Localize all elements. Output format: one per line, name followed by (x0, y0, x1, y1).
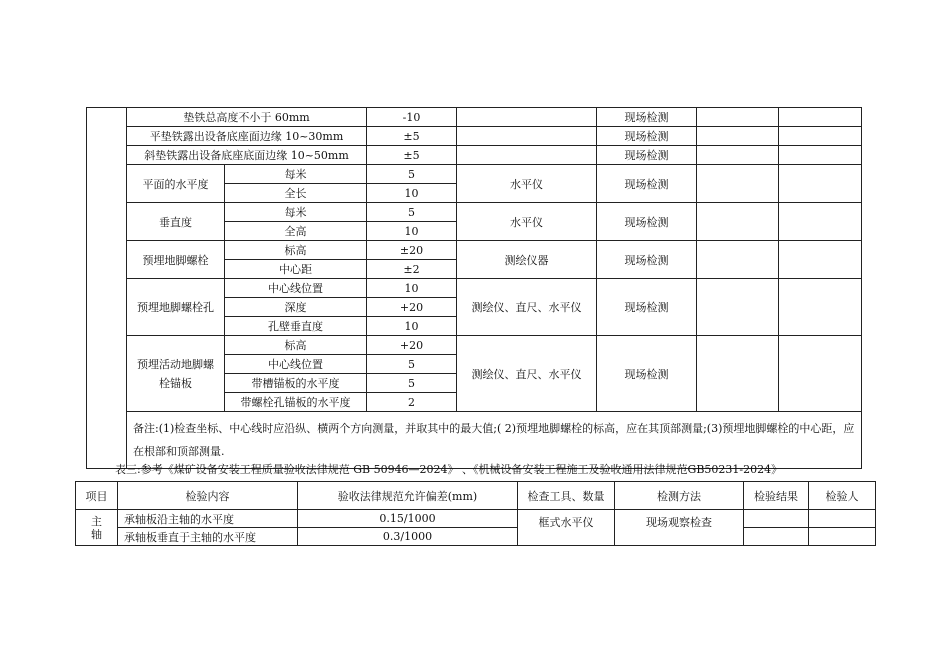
tool-cell: 水平仪 (457, 203, 597, 241)
sub-item: 带螺栓孔锚板的水平度 (225, 393, 367, 412)
tolerance-value: ±5 (367, 146, 457, 165)
tool-cell: 水平仪 (457, 165, 597, 203)
header-item: 项目 (76, 482, 118, 510)
table-row (87, 165, 862, 184)
tolerance-value: 5 (367, 165, 457, 184)
result-cell (697, 108, 779, 127)
group-label: 预埋地脚螺栓孔 (127, 279, 225, 336)
inspector-cell (779, 241, 862, 279)
group-label: 垂直度 (127, 203, 225, 241)
tolerance-value: ±5 (367, 127, 457, 146)
sub-item: 中心线位置 (225, 355, 367, 374)
inspector-cell (779, 279, 862, 336)
result-cell (697, 127, 779, 146)
result-cell (697, 241, 779, 279)
group-label: 主轴 (76, 510, 118, 546)
header-tool: 检查工具、数量 (518, 482, 615, 510)
tool-cell: 框式水平仪 (518, 510, 615, 546)
tool-cell (457, 108, 597, 127)
tolerance-value: 5 (367, 374, 457, 393)
inspector-cell (779, 203, 862, 241)
blank-group-cell (87, 108, 127, 469)
sub-item: 带槽锚板的水平度 (225, 374, 367, 393)
tool-cell: 测绘仪、直尺、水平仪 (457, 336, 597, 412)
tolerance-value: 10 (367, 317, 457, 336)
sub-item: 标高 (225, 336, 367, 355)
sub-item: 中心线位置 (225, 279, 367, 298)
group-label: 平面的水平度 (127, 165, 225, 203)
note-text: 备注:(1)检查坐标、中心线时应沿纵、横两个方向测量，并取其中的最大值;( 2)预埋地脚螺栓的标高，应在其顶部测量;(3)预埋地脚螺栓的中心距，应在根部和顶部测量. (127, 412, 862, 469)
tolerance-value: 2 (367, 393, 457, 412)
sub-item: 深度 (225, 298, 367, 317)
result-cell (697, 279, 779, 336)
inspector-cell (809, 528, 876, 546)
check-item: 垫铁总高度不小于 60mm (127, 108, 367, 127)
inspection-table-1 (86, 107, 862, 469)
group-label: 预埋活动地脚螺栓锚板 (127, 336, 225, 412)
table-row (76, 510, 876, 528)
table-row (87, 108, 862, 127)
sub-item: 全长 (225, 184, 367, 203)
result-cell (697, 146, 779, 165)
table-row (87, 203, 862, 222)
table-row (87, 241, 862, 260)
table-row (87, 146, 862, 165)
result-cell (744, 528, 809, 546)
sub-item: 标高 (225, 241, 367, 260)
group-label: 预埋地脚螺栓 (127, 241, 225, 279)
header-tolerance: 验收法律规范允许偏差(mm) (298, 482, 518, 510)
tolerance-value: 10 (367, 184, 457, 203)
tolerance-value: 5 (367, 203, 457, 222)
result-cell (697, 336, 779, 412)
method-cell: 现场检测 (597, 165, 697, 203)
tolerance-value: 10 (367, 222, 457, 241)
check-item: 承轴板垂直于主轴的水平度 (118, 528, 298, 546)
tolerance-value: ±20 (367, 241, 457, 260)
tool-cell (457, 127, 597, 146)
tolerance-value: 0.15/1000 (298, 510, 518, 528)
table-caption: 表三:参考《煤矿设备安装工程质量验收法律规范 GB 50946—2024》 、《机械设备安装工程施工及验收通用法律规范GB50231-2024》 (115, 463, 783, 476)
tolerance-value: +20 (367, 298, 457, 317)
header-row (76, 482, 876, 510)
tolerance-value: 10 (367, 279, 457, 298)
header-result: 检验结果 (744, 482, 809, 510)
tolerance-value: 5 (367, 355, 457, 374)
inspector-cell (809, 510, 876, 528)
check-item: 平垫铁露出设备底座面边缘 10~30mm (127, 127, 367, 146)
result-cell (697, 203, 779, 241)
method-cell: 现场检测 (597, 146, 697, 165)
tolerance-value: 0.3/1000 (298, 528, 518, 546)
table-row (87, 127, 862, 146)
header-inspector: 检验人 (809, 482, 876, 510)
method-cell: 现场检测 (597, 279, 697, 336)
header-content: 检验内容 (118, 482, 298, 510)
check-item: 斜垫铁露出设备底座底面边缘 10~50mm (127, 146, 367, 165)
inspector-cell (779, 336, 862, 412)
tolerance-value: -10 (367, 108, 457, 127)
method-cell: 现场检测 (597, 127, 697, 146)
tool-cell (457, 146, 597, 165)
tool-cell: 测绘仪、直尺、水平仪 (457, 279, 597, 336)
tool-cell: 测绘仪器 (457, 241, 597, 279)
inspector-cell (779, 108, 862, 127)
method-cell: 现场检测 (597, 108, 697, 127)
inspection-table-3 (75, 481, 876, 546)
method-cell: 现场检测 (597, 203, 697, 241)
table-row (76, 528, 876, 546)
header-method: 检测方法 (615, 482, 744, 510)
note-row (87, 412, 862, 469)
inspector-cell (779, 165, 862, 203)
inspector-cell (779, 146, 862, 165)
check-item: 承轴板沿主轴的水平度 (118, 510, 298, 528)
result-cell (744, 510, 809, 528)
sub-item: 每米 (225, 203, 367, 222)
inspector-cell (779, 127, 862, 146)
method-cell: 现场检测 (597, 241, 697, 279)
sub-item: 孔壁垂直度 (225, 317, 367, 336)
method-cell: 现场观察检查 (615, 510, 744, 546)
method-cell: 现场检测 (597, 336, 697, 412)
tolerance-value: ±2 (367, 260, 457, 279)
sub-item: 中心距 (225, 260, 367, 279)
table-row (87, 336, 862, 355)
result-cell (697, 165, 779, 203)
table-row (87, 279, 862, 298)
tolerance-value: +20 (367, 336, 457, 355)
sub-item: 全高 (225, 222, 367, 241)
sub-item: 每米 (225, 165, 367, 184)
